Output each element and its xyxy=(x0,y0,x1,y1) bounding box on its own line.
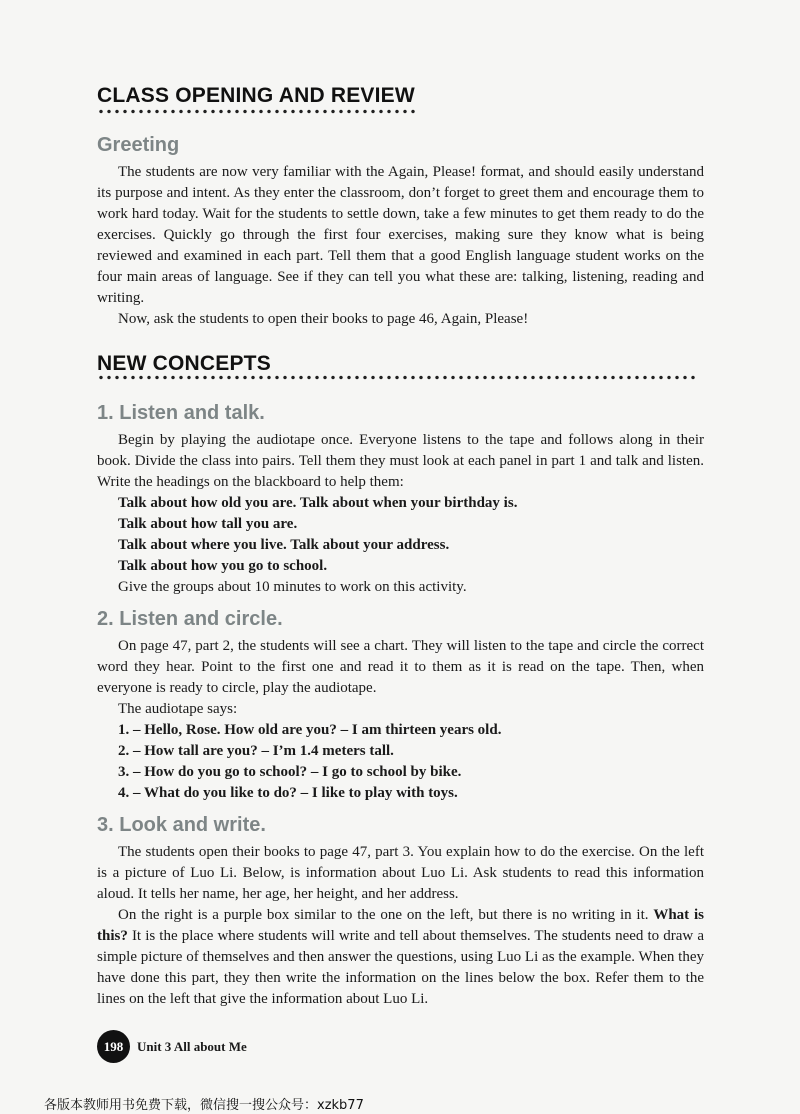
unit-label: Unit 3 All about Me xyxy=(137,1039,247,1054)
page-number-badge: 198 xyxy=(97,1030,130,1063)
greeting-instruction: Now, ask the students to open their books to page 46, Again, Please! xyxy=(118,311,529,327)
section-title-class-opening: CLASS OPENING AND REVIEW xyxy=(97,84,415,107)
list-item: Talk about how you go to school. xyxy=(118,558,328,574)
look-write-paragraph: The students open their books to page 47, part 3. You explain how to do the exercise. On the left is a picture of Luo Li. Below, is information about Luo Li. Ask students to read this information aloud. It tells her name, her age, her height, and her address. xyxy=(97,844,704,902)
heading-look-and-write: 3. Look and write. xyxy=(97,814,266,836)
listen-talk-paragraph: Begin by playing the audiotape once. Everyone listens to the tape and follows along in their book. Divide the class into pairs. Tell them they must look at each panel in part 1 and talk and listen. Write the headings on the blackboard to help them: xyxy=(97,432,704,490)
heading-listen-and-circle: 2. Listen and circle. xyxy=(97,608,283,630)
audiotape-intro: The audiotape says: xyxy=(118,701,238,717)
list-item: 4. – What do you like to do? – I like to play with toys. xyxy=(118,785,458,801)
dotted-underline xyxy=(97,109,419,114)
look-write-paragraph-2: On the right is a purple box similar to the one on the left, but there is no writing in it. What is this? It is the place where students will write and tell about themselves. The students need to draw a simple picture of themselves and then answer the questions, using Luo Li as the example. When they have done this part, they then write the information on the lines below the box. Refer them to the lines on the left that give the information about Luo Li. xyxy=(97,907,705,1007)
heading-listen-and-talk: 1. Listen and talk. xyxy=(97,402,265,424)
list-item: Talk about how tall you are. xyxy=(118,516,298,532)
list-item: Talk about how old you are. Talk about when your birthday is. xyxy=(118,495,518,511)
section-title-new-concepts: NEW CONCEPTS xyxy=(97,352,271,375)
heading-greeting: Greeting xyxy=(97,134,180,156)
list-item: Talk about where you live. Talk about your address. xyxy=(118,537,450,553)
listen-talk-closing: Give the groups about 10 minutes to work on this activity. xyxy=(118,579,467,595)
dotted-underline xyxy=(97,375,699,380)
list-item: 2. – How tall are you? – I’m 1.4 meters tall. xyxy=(118,743,394,759)
watermark-text: 各版本教师用书免费下载，微信搜一搜公众号：xzkb77 xyxy=(44,1098,364,1113)
list-item: 1. – Hello, Rose. How old are you? – I am thirteen years old. xyxy=(118,722,502,738)
greeting-paragraph: The students are now very familiar with the Again, Please! format, and should easily understand its purpose and intent. As they enter the classroom, don’t forget to greet them and encourage them to work hard today. Wait for the students to settle down, take a few minutes to get them ready to do the exercises. Quickly go through the first four exercises, making sure they know what is being reviewed and examined in each part. Tell them that a good English language student works on the four main areas of language. See if they can tell you what these are: talking, listening, reading and writing. xyxy=(97,164,704,306)
listen-circle-paragraph: On page 47, part 2, the students will see a chart. They will listen to the tape and circle the correct word they hear. Point to the first one and read it to them as it is read on the tape. Then, when everyone is ready to circle, play the audiotape. xyxy=(97,638,704,696)
list-item: 3. – How do you go to school? – I go to school by bike. xyxy=(118,764,462,780)
